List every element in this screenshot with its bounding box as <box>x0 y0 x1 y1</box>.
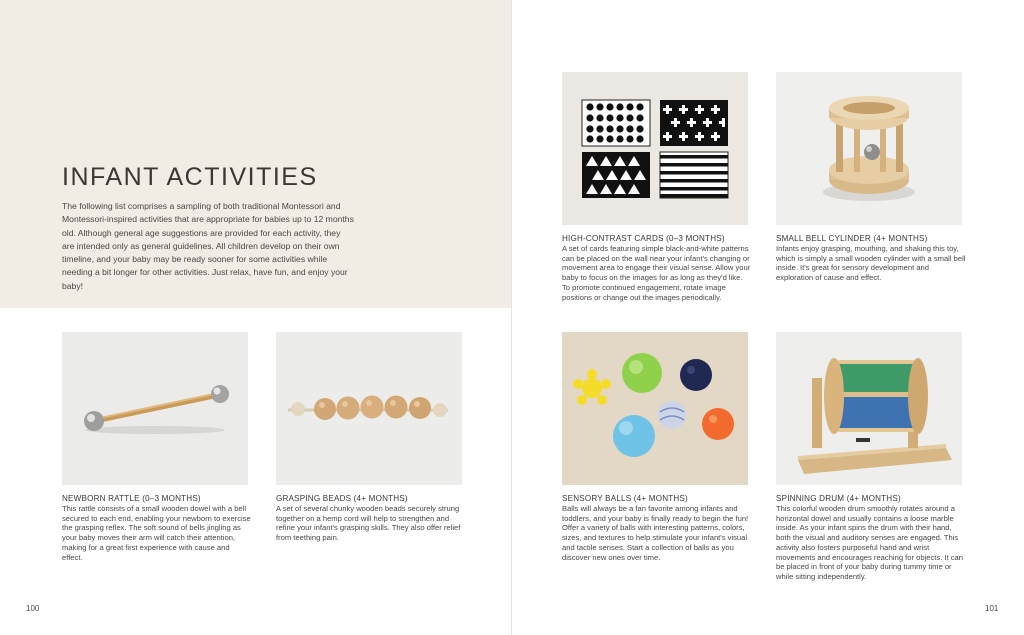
activity-description: Infants enjoy grasping, mouthing, and shaking this toy, which is simply a small wooden cylinder with a small bell inside. It's great for sensory development and exploration of cause and effect. <box>776 244 966 283</box>
spinning-drum-photo <box>776 332 962 485</box>
activity-title: HIGH-CONTRAST CARDS (0–3 MONTHS) <box>562 234 725 243</box>
sensory-balls-photo <box>562 332 748 485</box>
activity-title: NEWBORN RATTLE (0–3 MONTHS) <box>62 494 201 503</box>
high-contrast-cards-photo <box>562 72 748 225</box>
activity-spinning-drum <box>776 332 966 582</box>
activity-description: A set of several chunky wooden beads securely strung together on a hemp cord will help to strengthen and refine your infant's grasping skills. They also offer relief from teething pain. <box>276 504 461 543</box>
activity-description: Balls will always be a fan favorite among infants and toddlers, and your baby is finally ready to begin the fun! Offer a variety of balls with interesting patterns, colors, sizes, and textures to help stimulate your infant's visual and tactile senses. Start a collection of balls as you discover new ones over time. <box>562 504 749 562</box>
intro-paragraph: The following list comprises a sampling of both traditional Montessori and Montessori-inspired activities that are appropriate for babies up to 12 months old. Although general age suggestions are provided for each activity, they are intended only as general guidelines. All children develop on their own timeline, and your baby may be ready sooner for some activities while needing a bit longer for other activities. Just relax, have fun, and enjoy your baby! <box>62 201 354 291</box>
activity-small-bell-cylinder <box>776 72 966 283</box>
page-number-left: 100 <box>26 604 40 613</box>
activity-description: A set of cards featuring simple black-and-white patterns can be placed on the wall near your infant's changing or movement area to engage their visual sense. Allow your baby to focus on the images for as long as they'd like. To promote continued engagement, rotate image positions or change out the images periodically. <box>562 244 751 302</box>
activity-title: SENSORY BALLS (4+ MONTHS) <box>562 494 688 503</box>
activity-description: This rattle consists of a small wooden dowel with a bell secured to each end, enabling your newborn to exercise the grasping reflex. The soft sound of bells jingling as your baby moves their arm will catch their attention, making for a great first experience with cause and effect. <box>62 504 251 562</box>
activity-grasping-beads <box>276 332 466 543</box>
activity-title: SMALL BELL CYLINDER (4+ MONTHS) <box>776 234 928 243</box>
activity-newborn-rattle <box>62 332 252 562</box>
activity-title: GRASPING BEADS (4+ MONTHS) <box>276 494 408 503</box>
page-spine <box>511 0 512 635</box>
small-bell-cylinder-photo <box>776 72 962 225</box>
activity-title: SPINNING DRUM (4+ MONTHS) <box>776 494 901 503</box>
newborn-rattle-photo <box>62 332 248 485</box>
page-number-right: 101 <box>985 604 999 613</box>
activity-high-contrast-cards <box>562 72 752 302</box>
activity-sensory-balls <box>562 332 752 562</box>
activity-description: This colorful wooden drum smoothly rotates around a horizontal dowel and usually contains a loose marble inside. As your infant spins the drum with their hand, both the visual and auditory senses are engaged. This activity also fosters purposeful hand and wrist movements and encourages reaching for objects. It can be placed in front of your baby during tummy time or while sitting independently. <box>776 504 963 581</box>
grasping-beads-photo <box>276 332 462 485</box>
page-title: INFANT ACTIVITIES <box>62 163 318 191</box>
